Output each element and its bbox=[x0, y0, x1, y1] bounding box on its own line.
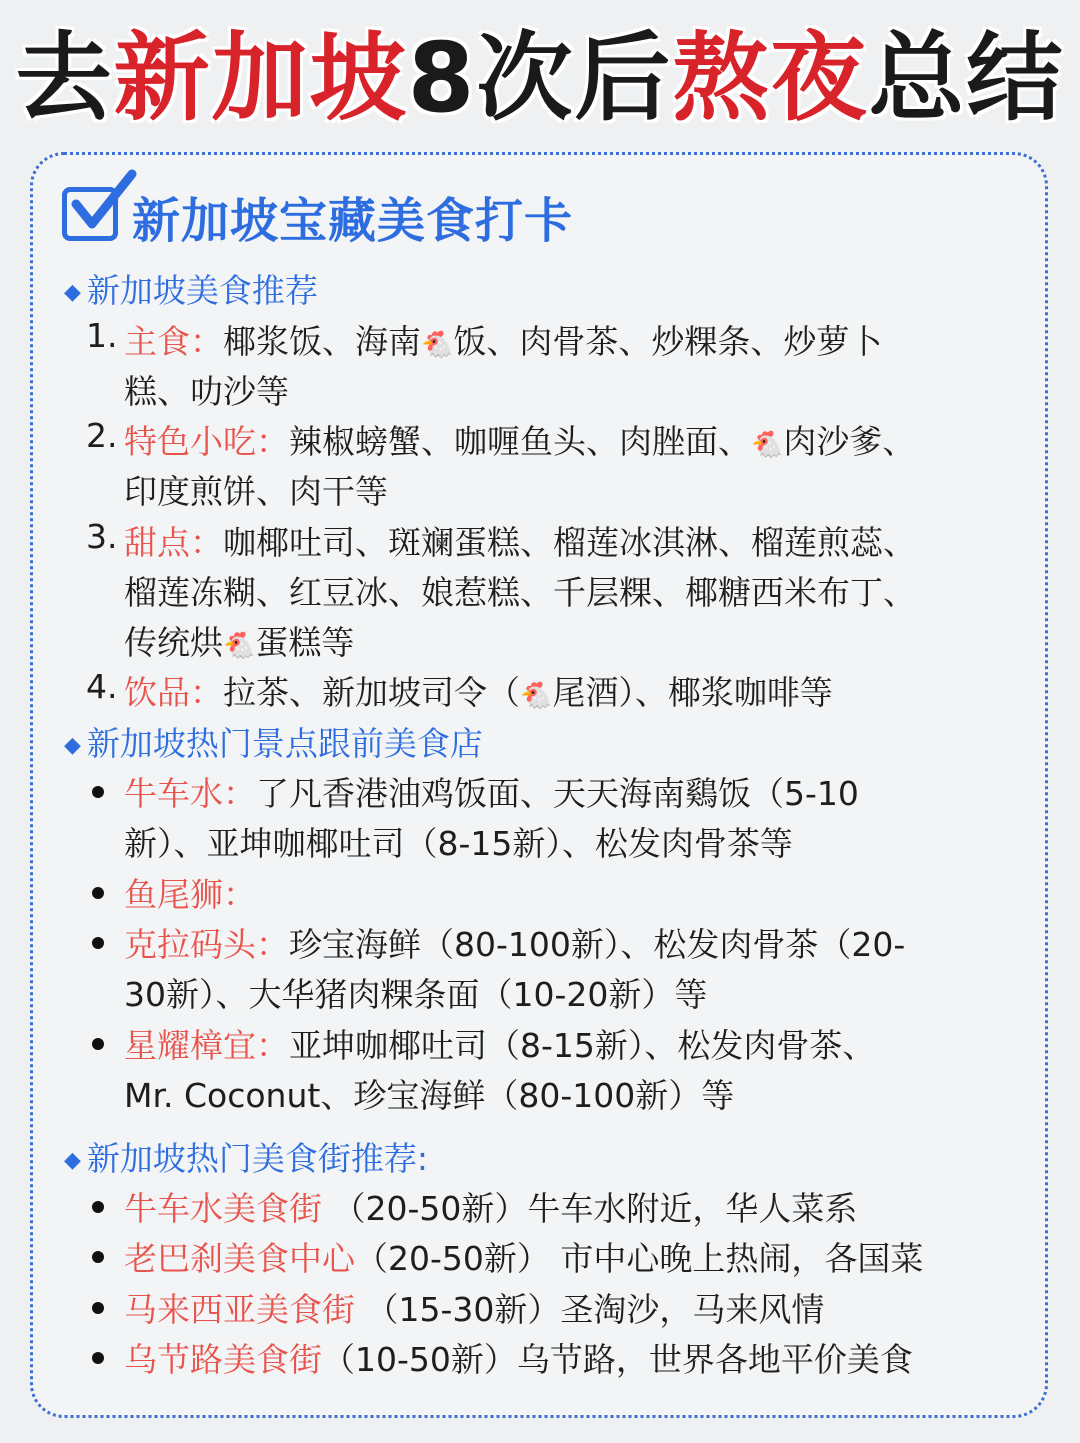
chicken-icon: 🐔 bbox=[421, 330, 454, 360]
item-label: 老巴刹美食中心 bbox=[124, 1239, 355, 1278]
item-label: 乌节路美食街 bbox=[124, 1340, 322, 1379]
item-number: 3. bbox=[86, 517, 118, 556]
title-part: 熬夜 bbox=[672, 22, 869, 134]
bullet-icon bbox=[92, 887, 104, 899]
list-item bbox=[124, 667, 833, 714]
list-item bbox=[124, 768, 859, 815]
item-number: 1. bbox=[86, 316, 118, 355]
item-text: 蛋糕等 bbox=[255, 623, 355, 662]
item-text: 榴莲冻糊、红豆冰、娘惹糕、千层粿、椰糖西米布丁、 bbox=[124, 573, 916, 612]
item-text: 了凡香港油鸡饭面、天天海南鷄饭（5-10 bbox=[256, 774, 859, 813]
item-text: 印度煎饼、肉干等 bbox=[124, 472, 388, 511]
item-label: 克拉码头： bbox=[124, 925, 289, 964]
item-text: Mr. Coconut、珍宝海鲜（80-100新）等 bbox=[124, 1076, 735, 1115]
item-text: 辣椒螃蟹、咖喱鱼头、肉脞面、 bbox=[289, 422, 751, 461]
item-label: 甜点： bbox=[124, 523, 223, 562]
list-item bbox=[124, 1183, 857, 1230]
item-text: 亚坤咖椰吐司（8-15新）、松发肉骨茶、 bbox=[289, 1026, 876, 1065]
section-heading-text: 新加坡美食推荐 bbox=[86, 271, 318, 310]
card-title: 新加坡宝藏美食打卡 bbox=[132, 193, 574, 249]
item-text: 30新）、大华猪肉粿条面（10-20新）等 bbox=[124, 975, 708, 1014]
chicken-icon: 🐔 bbox=[520, 681, 553, 711]
section-heading bbox=[64, 718, 483, 765]
item-text: （10-50新）乌节路，世界各地平价美食 bbox=[322, 1340, 913, 1379]
list-item bbox=[124, 919, 905, 966]
chicken-icon: 🐔 bbox=[751, 430, 784, 460]
item-text: 椰浆饭、海南 bbox=[223, 322, 421, 361]
title-part: 新加坡 bbox=[113, 22, 408, 134]
page-title bbox=[0, 18, 1080, 138]
section-heading bbox=[64, 265, 318, 312]
item-text: （20-50新） 市中心晚上热闹，各国菜 bbox=[355, 1239, 924, 1278]
diamond-icon: ◆ bbox=[64, 280, 81, 305]
section-heading-text: 新加坡热门美食街推荐: bbox=[86, 1139, 429, 1178]
item-text bbox=[124, 617, 354, 664]
title-part: 总结 bbox=[868, 22, 1065, 134]
chicken-icon: 🐔 bbox=[223, 631, 256, 661]
item-label: 饮品： bbox=[124, 673, 223, 712]
item-text: 咖椰吐司、斑斓蛋糕、榴莲冰淇淋、榴莲煎蕊、 bbox=[223, 523, 916, 562]
list-item bbox=[124, 1233, 923, 1280]
bullet-icon bbox=[92, 786, 104, 798]
list-item bbox=[124, 416, 915, 463]
section-heading bbox=[64, 1133, 428, 1180]
item-number: 2. bbox=[86, 416, 118, 455]
item-label: 马来西亚美食街 bbox=[124, 1290, 355, 1329]
item-text: 新）、亚坤咖椰吐司（8-15新）、松发肉骨茶等 bbox=[124, 824, 793, 863]
item-text: 拉茶、新加坡司令（ bbox=[223, 673, 520, 712]
item-text: 传统烘 bbox=[124, 623, 223, 662]
title-part: 去 bbox=[15, 22, 114, 134]
list-item bbox=[124, 1284, 824, 1331]
list-item bbox=[124, 316, 882, 363]
bullet-icon bbox=[92, 937, 104, 949]
item-label: 鱼尾狮： bbox=[124, 875, 256, 914]
diamond-icon: ◆ bbox=[64, 1148, 81, 1173]
item-text: （15-30新）圣淘沙，马来风情 bbox=[355, 1290, 825, 1329]
item-text: 珍宝海鲜（80-100新）、松发肉骨茶（20- bbox=[289, 925, 906, 964]
item-text: （20-50新）牛车水附近，华人菜系 bbox=[322, 1189, 858, 1228]
item-label: 星耀樟宜： bbox=[124, 1026, 289, 1065]
item-text: 糕、叻沙等 bbox=[124, 372, 289, 411]
list-item bbox=[124, 1334, 913, 1381]
bullet-icon bbox=[92, 1251, 104, 1263]
section-heading-text: 新加坡热门景点跟前美食店 bbox=[86, 724, 483, 763]
list-item bbox=[124, 869, 256, 916]
bullet-icon bbox=[92, 1352, 104, 1364]
checkmark-icon bbox=[70, 168, 140, 238]
item-number: 4. bbox=[86, 667, 118, 706]
item-label: 牛车水： bbox=[124, 774, 256, 813]
item-label: 牛车水美食街 bbox=[124, 1189, 322, 1228]
item-text: 尾酒）、椰浆咖啡等 bbox=[552, 673, 833, 712]
item-text: 饭、肉骨茶、炒粿条、炒萝卜 bbox=[453, 322, 883, 361]
diamond-icon: ◆ bbox=[64, 733, 81, 758]
list-item bbox=[124, 517, 916, 564]
list-item bbox=[124, 1020, 875, 1067]
bullet-icon bbox=[92, 1302, 104, 1314]
bullet-icon bbox=[92, 1038, 104, 1050]
item-label: 特色小吃： bbox=[124, 422, 289, 461]
item-text: 肉沙爹、 bbox=[783, 422, 916, 461]
item-label: 主食： bbox=[124, 322, 223, 361]
title-part: 8次后 bbox=[407, 22, 673, 134]
bullet-icon bbox=[92, 1201, 104, 1213]
